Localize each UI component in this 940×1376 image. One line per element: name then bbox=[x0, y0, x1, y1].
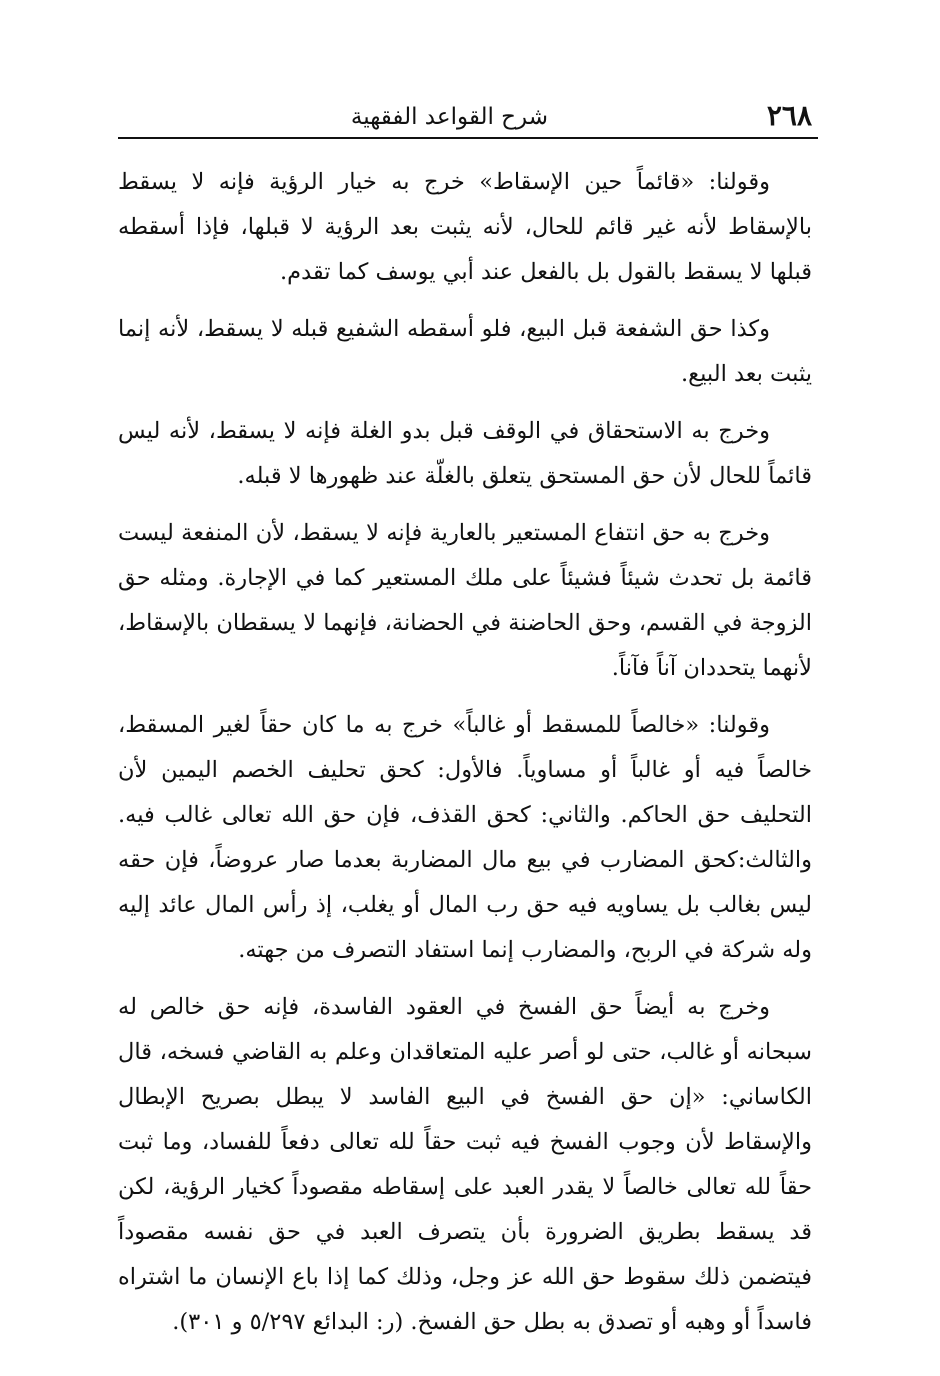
paragraph: وخرج به الاستحقاق في الوقف قبل بدو الغلة فإنه لا يسقط، لأنه ليس قائماً للحال لأن حق المستحق يتعلق بالغلّة عند ظهورها لا قبله. bbox=[118, 418, 812, 489]
paragraph: وقولنا: «قائماً حين الإسقاط» خرج به خيار الرؤية فإنه لا يسقط بالإسقاط لأنه غير قائم للحال، لأنه يثبت بعد الرؤية لا قبلها، فإذا أسقطه قبلها لا يسقط بالقول بل بالفعل عند أبي يوسف كما تقدم. bbox=[118, 169, 812, 285]
paragraph: وخرج به حق انتفاع المستعير بالعارية فإنه لا يسقط، لأن المنفعة ليست قائمة بل تحدث شيئاً فشيئاً على ملك المستعير كما في الإجارة. ومثله حق الزوجة في القسم، وحق الحاضنة في الحضانة، فإنهما لا يسقطان بالإسقاط، لأنهما يتحددان آناً فآناً. bbox=[118, 520, 812, 681]
page-number: ٢٦٨ bbox=[766, 99, 812, 132]
header-rule bbox=[118, 137, 818, 139]
paragraph: وقولنا: «خالصاً للمسقط أو غالباً» خرج به ما كان حقاً لغير المسقط، خالصاً فيه أو غالباً أو مساوياً. فالأول: كحق تحليف الخصم اليمين لأن التحليف حق الحاكم. والثاني: كحق القذف، فإن حق الله تعالى غالب فيه. والثالث:كحق المضارب في بيع مال المضاربة بعدما صار عروضاً، فإن حقه ليس بغالب بل يساويه فيه حق رب المال أو يغلب، إذ رأس المال عائد إليه وله شركة في الربح، والمضارب إنما استفاد التصرف من جهته. bbox=[118, 712, 812, 963]
paragraph: وكذا حق الشفعة قبل البيع، فلو أسقطه الشفيع قبله لا يسقط، لأنه إنما يثبت بعد البيع. bbox=[118, 316, 812, 387]
page-header bbox=[118, 96, 818, 136]
paragraph: وخرج به أيضاً حق الفسخ في العقود الفاسدة، فإنه حق خالص له سبحانه أو غالب، حتى لو أصر عليه المتعاقدان وعلم به القاضي فسخه، قال الكاساني: «إن حق الفسخ في البيع الفاسد لا يبطل بصريح الإبطال والإسقاط لأن وجوب الفسخ فيه ثبت حقاً لله تعالى دفعاً للفساد، وما ثبت حقاً لله تعالى خالصاً لا يقدر العبد على إسقاطه مقصوداً كخيار الرؤية، لكن قد يسقط بطريق الضرورة بأن يتصرف العبد في حق نفسه مقصوداً فيتضمن ذلك سقوط حق الله عز وجل، وذلك كما إذا باع الإنسان ما اشتراه فاسداً أو وهبه أو تصدق به بطل حق الفسخ. (ر: البدائع ٥/٢٩٧ و ٣٠١). bbox=[118, 994, 812, 1335]
body-text bbox=[118, 160, 812, 1357]
running-title: شرح القواعد الفقهية bbox=[350, 104, 548, 130]
